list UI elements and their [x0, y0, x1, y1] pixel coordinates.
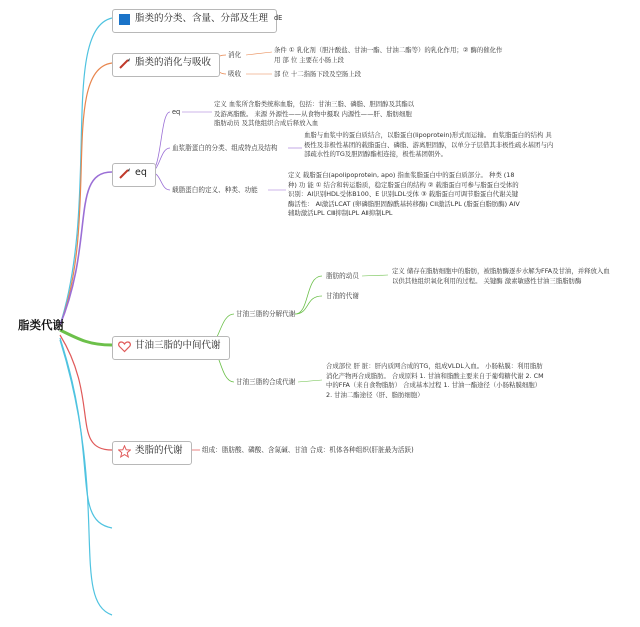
node-xiaohua-text: 条件 ① 乳化剂（胆汁酸盐、甘油一酯、甘油二酯等）的乳化作用；② 酶的催化作用 部 位 主要在小肠上段 — [274, 46, 503, 64]
node-tg-synthesis-text: 合成部位 肝 脏：肝内质网合成的TG，组成VLDL入血。 小肠粘膜：利用脂肪消化产物再合成脂肪。 合成原料 1. 甘油和脂酸主要来自于葡萄糖代谢 2. CM中的FFA（来自食物脂肪） 合成基本过程 1. 甘油一酯途径（小肠粘膜细胞） 2. 甘油二酯途径（肝、脂肪细胞） — [326, 362, 544, 399]
star-icon — [118, 445, 131, 458]
node-xishou-text: 部 位 十二指肠下段及空肠上段 — [274, 70, 362, 78]
node-xishou[interactable]: 吸收 — [228, 70, 242, 78]
branch-classification[interactable] — [112, 9, 277, 33]
connector-branch-4 — [60, 330, 112, 345]
connector-branch-1 — [60, 18, 112, 325]
node-eq-sub[interactable]: eq — [172, 108, 181, 116]
heart-icon — [118, 340, 131, 353]
node-lipoprotein-classification[interactable]: 血浆脂蛋白的分类、组成特点及结构 — [172, 144, 278, 152]
node-lipoprotein-classification-text: 血脂与血浆中的蛋白质结合，以脂蛋白(lipoprotein)形式而运输。 血浆脂蛋白的结构 具极性及非极性基团的载脂蛋白、磷脂、游离胆固醇，以单分子层借其非极性疏水基团与内部疏水性的TG及胆固醇酯相连接，极性基团朝外。 — [304, 131, 554, 159]
node-glycerol-metabolism[interactable]: 甘油的代谢 — [326, 292, 359, 300]
connector-extra-2 — [60, 340, 112, 615]
node-tg-synthesis[interactable]: 甘油三脂的合成代谢 — [236, 378, 296, 386]
branch-lipoid-metabolism-label: 类脂的代谢 — [135, 445, 183, 456]
branch-eq-label: eq — [135, 167, 147, 178]
pencil-icon — [118, 167, 131, 180]
node-lipoid-text: 组成：脂肪酸、磷酸、含氮碱、甘油 合成：机体各种组织(肝脏最为活跃) — [202, 446, 414, 454]
branch-classification-label: 脂类的分类、含量、分部及生理 — [135, 13, 269, 24]
node-xiaohua[interactable]: 消化 — [228, 51, 242, 59]
branch-tg-metabolism[interactable] — [112, 336, 230, 360]
branch-classification-note: dE — [274, 14, 283, 22]
node-apolipoprotein[interactable]: 载脂蛋白的定义、种类、功能 — [172, 186, 258, 194]
node-fat-mobilization[interactable]: 脂肪的动员 — [326, 272, 359, 280]
node-fat-mobilization-text: 定义 储存在脂肪细胞中的脂肪，被脂肪酶逐步水解为FFA及甘油，并释放入血以供其他组织氧化利用的过程。 关键酶 激素敏感性甘油三脂脂肪酶 — [392, 267, 610, 285]
blue-square-icon — [118, 13, 131, 26]
connector-branch-2 — [60, 63, 112, 325]
connector-branch-5 — [60, 335, 112, 450]
node-tg-decomposition[interactable]: 甘油三脂的分解代谢 — [236, 310, 296, 318]
branch-lipoid-metabolism[interactable] — [112, 441, 192, 465]
branch-digestion-label: 脂类的消化与吸收 — [135, 57, 212, 68]
branch-tg-metabolism-label: 甘油三脂的中间代谢 — [135, 340, 221, 351]
node-eq-sub-text: 定义 血浆所含脂类统称血脂，包括：甘油三脂、磷脂、胆固醇及其酯以及游离脂酸。 来源 外源性——从食物中摄取 内源性——肝、脂肪细胞 脂肪动员 及其他组织合成后释放入血 — [214, 100, 415, 128]
connector-branch-3 — [60, 172, 112, 325]
root-node[interactable]: 脂类代谢 — [18, 318, 64, 332]
pencil-icon — [118, 57, 131, 70]
branch-digestion[interactable] — [112, 53, 220, 77]
node-apolipoprotein-text: 定义 载脂蛋白(apolipoprotein, apo) 指血浆脂蛋白中的蛋白质部分。 种类 (18种) 功 能 ① 结合和转运脂质，稳定脂蛋白的结构 ② 载脂蛋白可参与脂蛋白受体的识别：AI识别HDL受体B100、E 识别LDL受体 ③ 载脂蛋白可调节脂蛋白代谢关键酶活性： AI激活LCAT (卵磷脂胆固醇酰基转移酶) CII激活LPL (脂蛋白脂肪酶) AIV辅助激活LPL CⅢ抑制LPL AⅡ抑制LPL — [288, 171, 520, 218]
branch-eq[interactable] — [112, 163, 156, 187]
